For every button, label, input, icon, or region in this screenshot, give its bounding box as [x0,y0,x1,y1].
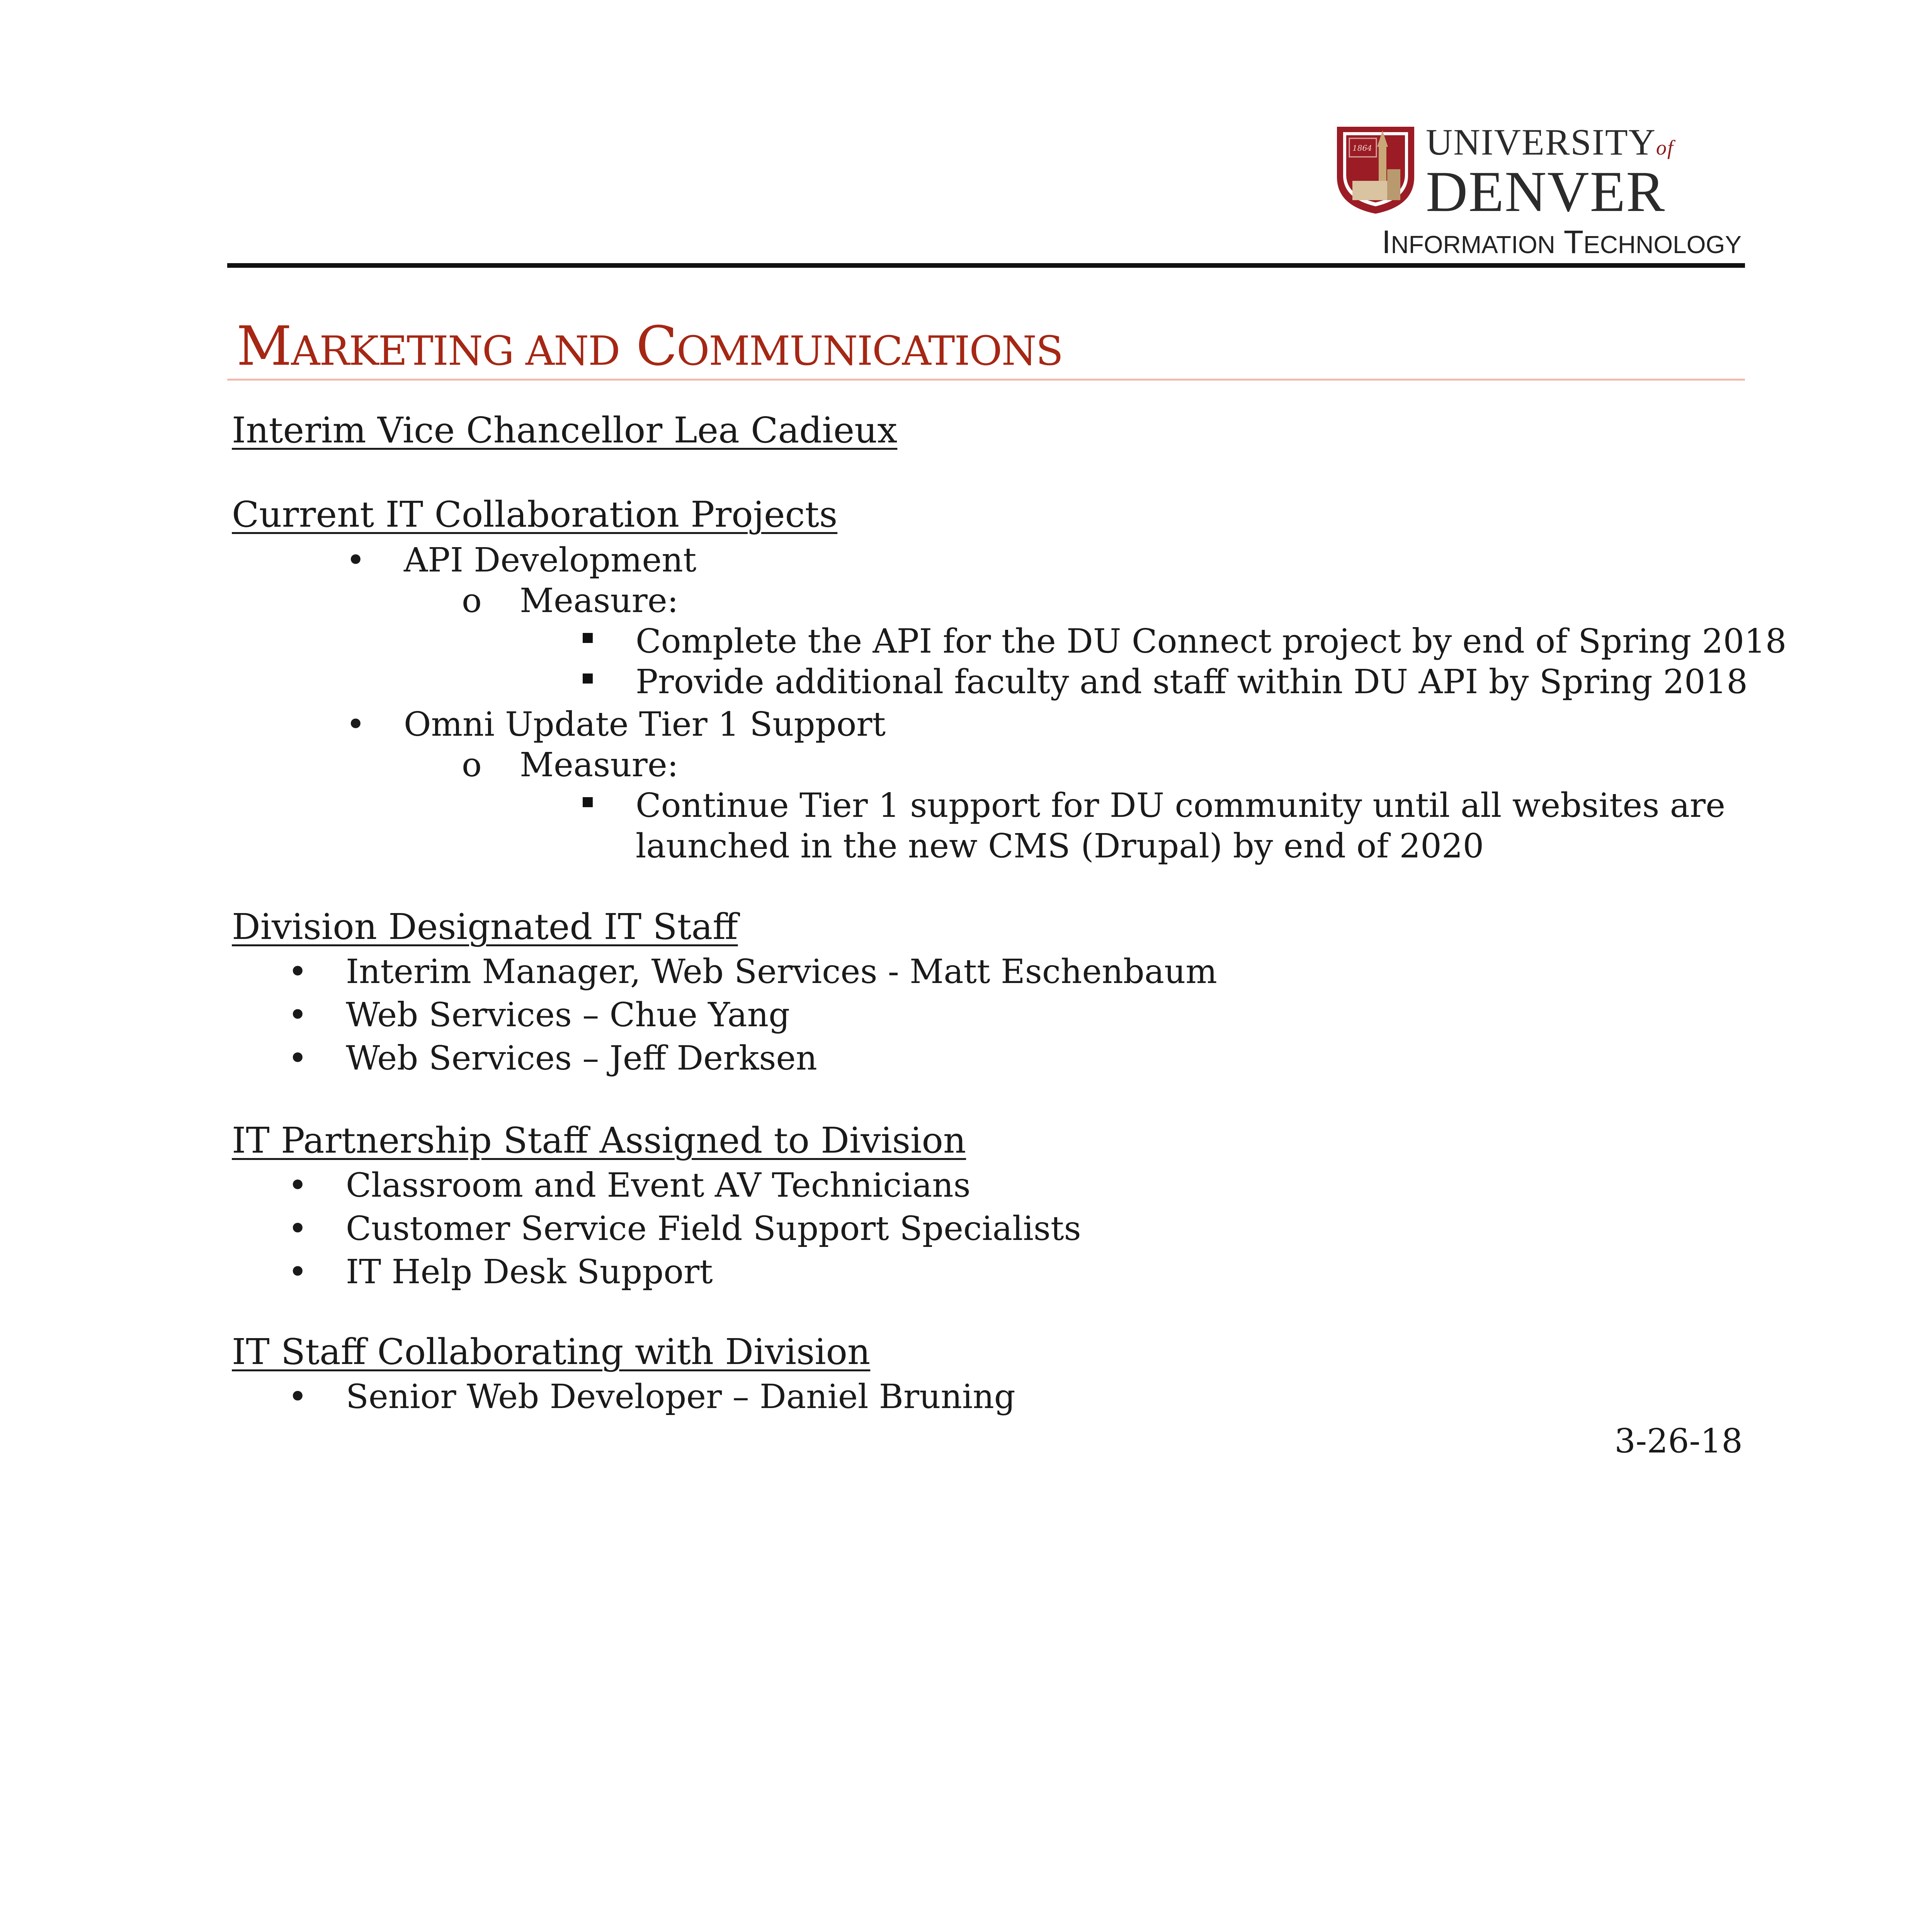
seal-year: 1864 [1352,143,1372,153]
title-word-1: ARKETING AND [291,327,620,374]
lead-heading: Interim Vice Chancellor Lea Cadieux [232,410,898,451]
partnership-item: Classroom and Event AV Technicians [346,1166,971,1205]
bullet-icon: • [288,1253,308,1291]
square-bullet-icon [583,797,593,807]
dept-word-1: NFORMATION [1391,231,1555,259]
page-title [236,315,1063,378]
university-wordmark [1426,121,1774,224]
dept-initial-1: I [1382,224,1391,260]
title-initial-2: C [636,315,677,378]
staff-item: Web Services – Chue Yang [346,996,790,1034]
bullet-icon: • [288,996,308,1034]
measure-point: Continue Tier 1 support for DU community until all websites are [636,786,1726,825]
bullet-icon: • [346,705,366,744]
staff-item: Web Services – Jeff Derksen [346,1039,817,1078]
bullet-icon: • [288,952,308,991]
title-word-2: OMMUNICATIONS [677,327,1063,374]
staff-item: Interim Manager, Web Services - Matt Eschenbaum [346,952,1217,991]
title-rule [227,379,1745,381]
collaborating-item: Senior Web Developer – Daniel Bruning [346,1378,1015,1416]
measure-label: Measure: [520,582,679,620]
bullet-icon: • [288,1039,308,1078]
department-name [1382,223,1742,261]
title-initial-1: M [236,315,291,378]
bullet-icon: • [288,1166,308,1205]
bullet-icon: • [288,1378,308,1416]
partnership-item: Customer Service Field Support Specialists [346,1209,1081,1248]
bullet-icon: • [346,541,366,580]
square-bullet-icon [583,673,593,684]
wordmark-university: UNIVERSITY [1426,121,1656,163]
measure-point-continued: launched in the new CMS (Drupal) by end of 2020 [636,827,1484,866]
wordmark-denver: DENVER [1426,160,1666,224]
measure-point: Complete the API for the DU Connect project by end of Spring 2018 [636,622,1787,661]
section-heading-projects: Current IT Collaboration Projects [232,494,838,535]
partnership-item: IT Help Desk Support [346,1253,713,1291]
section-heading-designated: Division Designated IT Staff [232,906,738,947]
hollow-bullet-icon: o [462,582,482,620]
wordmark-of: of [1656,136,1674,159]
square-bullet-icon [583,633,593,643]
dept-word-2: ECHNOLOGY [1583,231,1742,259]
header-rule [227,263,1745,268]
section-heading-collaborating: IT Staff Collaborating with Division [232,1331,871,1372]
section-heading-partnership: IT Partnership Staff Assigned to Division [232,1120,966,1161]
document-date: 3-26-18 [1614,1422,1743,1461]
dept-initial-2: T [1563,224,1584,260]
university-seal-logo [1329,123,1422,216]
project-api: API Development [404,541,697,580]
measure-label: Measure: [520,746,679,784]
bullet-icon: • [288,1209,308,1248]
project-omni: Omni Update Tier 1 Support [404,705,886,744]
hollow-bullet-icon: o [462,746,482,784]
measure-point: Provide additional faculty and staff within DU API by Spring 2018 [636,663,1748,701]
